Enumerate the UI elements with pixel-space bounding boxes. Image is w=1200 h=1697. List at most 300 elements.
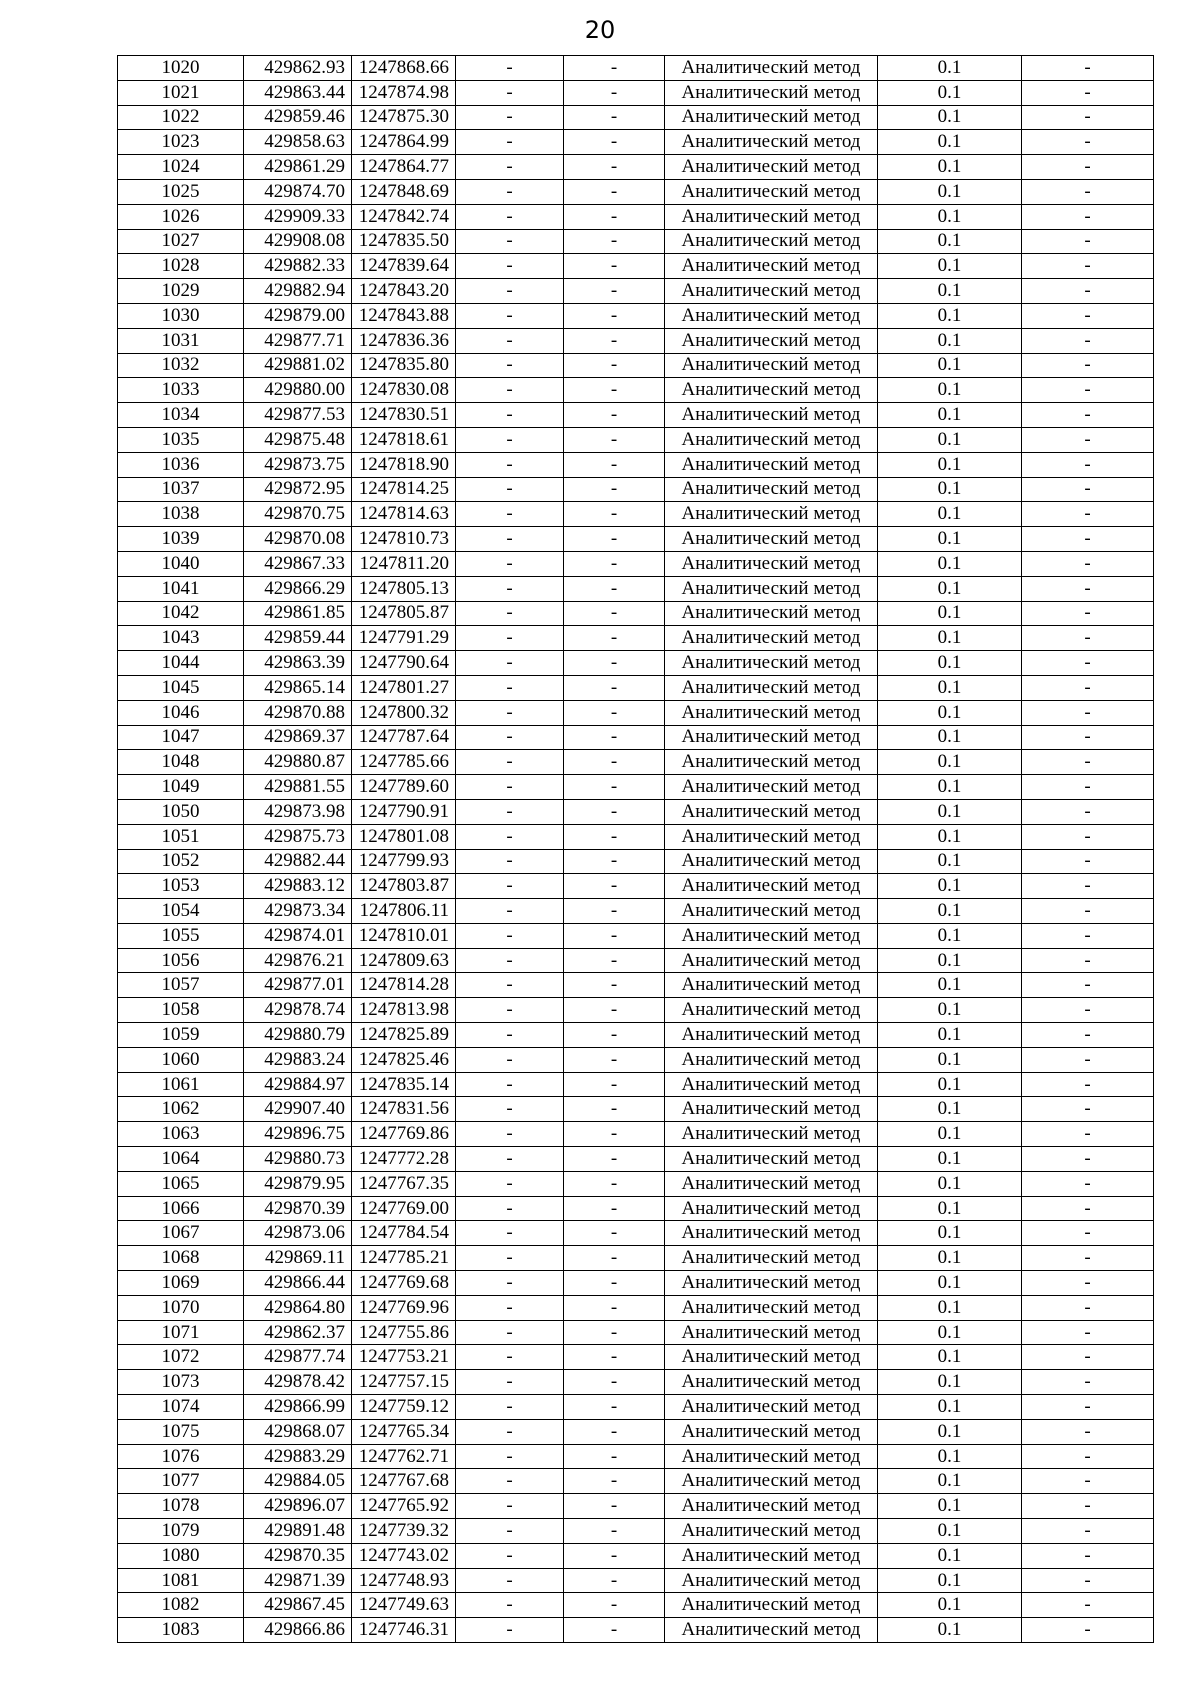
table-row <box>118 874 1154 899</box>
blank-column-8-cell: - <box>1022 1568 1154 1593</box>
method-cell: Аналитический метод <box>665 1320 878 1345</box>
x-coordinate-cell: 429877.71 <box>244 328 352 353</box>
point-number-cell: 1066 <box>118 1196 244 1221</box>
table-row <box>118 1370 1154 1395</box>
blank-column-8-cell: - <box>1022 502 1154 527</box>
y-coordinate-cell: 1247769.68 <box>352 1271 456 1296</box>
blank-column-4-cell: - <box>456 56 564 81</box>
blank-column-8-cell: - <box>1022 179 1154 204</box>
x-coordinate-cell: 429880.87 <box>244 750 352 775</box>
accuracy-cell: 0.1 <box>878 725 1022 750</box>
method-cell: Аналитический метод <box>665 328 878 353</box>
method-cell: Аналитический метод <box>665 1419 878 1444</box>
method-cell: Аналитический метод <box>665 179 878 204</box>
y-coordinate-cell: 1247842.74 <box>352 204 456 229</box>
y-coordinate-cell: 1247818.61 <box>352 427 456 452</box>
accuracy-cell: 0.1 <box>878 824 1022 849</box>
method-cell: Аналитический метод <box>665 477 878 502</box>
blank-column-5-cell: - <box>564 1419 665 1444</box>
blank-column-8-cell: - <box>1022 725 1154 750</box>
table-row <box>118 56 1154 81</box>
blank-column-8-cell: - <box>1022 1519 1154 1544</box>
x-coordinate-cell: 429858.63 <box>244 130 352 155</box>
point-number-cell: 1037 <box>118 477 244 502</box>
blank-column-4-cell: - <box>456 626 564 651</box>
y-coordinate-cell: 1247803.87 <box>352 874 456 899</box>
table-row <box>118 849 1154 874</box>
blank-column-8-cell: - <box>1022 675 1154 700</box>
blank-column-4-cell: - <box>456 1246 564 1271</box>
method-cell: Аналитический метод <box>665 700 878 725</box>
blank-column-8-cell: - <box>1022 427 1154 452</box>
y-coordinate-cell: 1247839.64 <box>352 254 456 279</box>
x-coordinate-cell: 429870.35 <box>244 1543 352 1568</box>
blank-column-5-cell: - <box>564 824 665 849</box>
blank-column-4-cell: - <box>456 1593 564 1618</box>
blank-column-4-cell: - <box>456 1047 564 1072</box>
table-row <box>118 551 1154 576</box>
accuracy-cell: 0.1 <box>878 477 1022 502</box>
blank-column-4-cell: - <box>456 303 564 328</box>
blank-column-5-cell: - <box>564 477 665 502</box>
blank-column-4-cell: - <box>456 973 564 998</box>
table-row <box>118 1618 1154 1643</box>
blank-column-4-cell: - <box>456 998 564 1023</box>
blank-column-4-cell: - <box>456 229 564 254</box>
x-coordinate-cell: 429878.42 <box>244 1370 352 1395</box>
y-coordinate-cell: 1247825.46 <box>352 1047 456 1072</box>
x-coordinate-cell: 429896.07 <box>244 1494 352 1519</box>
blank-column-5-cell: - <box>564 551 665 576</box>
blank-column-5-cell: - <box>564 1370 665 1395</box>
point-number-cell: 1032 <box>118 353 244 378</box>
table-row <box>118 1469 1154 1494</box>
point-number-cell: 1078 <box>118 1494 244 1519</box>
y-coordinate-cell: 1247769.00 <box>352 1196 456 1221</box>
y-coordinate-cell: 1247830.51 <box>352 403 456 428</box>
table-row <box>118 998 1154 1023</box>
method-cell: Аналитический метод <box>665 1618 878 1643</box>
accuracy-cell: 0.1 <box>878 204 1022 229</box>
blank-column-4-cell: - <box>456 725 564 750</box>
blank-column-8-cell: - <box>1022 378 1154 403</box>
x-coordinate-cell: 429861.85 <box>244 601 352 626</box>
accuracy-cell: 0.1 <box>878 229 1022 254</box>
accuracy-cell: 0.1 <box>878 1519 1022 1544</box>
table-row <box>118 1543 1154 1568</box>
blank-column-5-cell: - <box>564 1543 665 1568</box>
blank-column-5-cell: - <box>564 502 665 527</box>
point-number-cell: 1024 <box>118 155 244 180</box>
blank-column-5-cell: - <box>564 1494 665 1519</box>
blank-column-8-cell: - <box>1022 750 1154 775</box>
blank-column-4-cell: - <box>456 750 564 775</box>
table-row <box>118 626 1154 651</box>
method-cell: Аналитический метод <box>665 130 878 155</box>
blank-column-4-cell: - <box>456 874 564 899</box>
point-number-cell: 1068 <box>118 1246 244 1271</box>
table-row <box>118 1196 1154 1221</box>
y-coordinate-cell: 1247767.35 <box>352 1171 456 1196</box>
accuracy-cell: 0.1 <box>878 502 1022 527</box>
blank-column-5-cell: - <box>564 899 665 924</box>
blank-column-5-cell: - <box>564 527 665 552</box>
y-coordinate-cell: 1247739.32 <box>352 1519 456 1544</box>
x-coordinate-cell: 429871.39 <box>244 1568 352 1593</box>
accuracy-cell: 0.1 <box>878 1370 1022 1395</box>
table-row <box>118 179 1154 204</box>
blank-column-4-cell: - <box>456 1444 564 1469</box>
accuracy-cell: 0.1 <box>878 328 1022 353</box>
table-row <box>118 105 1154 130</box>
blank-column-4-cell: - <box>456 651 564 676</box>
method-cell: Аналитический метод <box>665 1147 878 1172</box>
x-coordinate-cell: 429908.08 <box>244 229 352 254</box>
blank-column-8-cell: - <box>1022 551 1154 576</box>
point-number-cell: 1069 <box>118 1271 244 1296</box>
blank-column-5-cell: - <box>564 923 665 948</box>
x-coordinate-cell: 429880.00 <box>244 378 352 403</box>
table-row <box>118 1147 1154 1172</box>
point-number-cell: 1028 <box>118 254 244 279</box>
method-cell: Аналитический метод <box>665 874 878 899</box>
x-coordinate-cell: 429884.97 <box>244 1072 352 1097</box>
y-coordinate-cell: 1247805.87 <box>352 601 456 626</box>
point-number-cell: 1039 <box>118 527 244 552</box>
table-row <box>118 1295 1154 1320</box>
blank-column-8-cell: - <box>1022 1221 1154 1246</box>
accuracy-cell: 0.1 <box>878 80 1022 105</box>
accuracy-cell: 0.1 <box>878 675 1022 700</box>
table-row <box>118 1246 1154 1271</box>
x-coordinate-cell: 429878.74 <box>244 998 352 1023</box>
table-row <box>118 254 1154 279</box>
point-number-cell: 1048 <box>118 750 244 775</box>
blank-column-5-cell: - <box>564 1221 665 1246</box>
x-coordinate-cell: 429883.12 <box>244 874 352 899</box>
method-cell: Аналитический метод <box>665 1122 878 1147</box>
accuracy-cell: 0.1 <box>878 130 1022 155</box>
blank-column-4-cell: - <box>456 1370 564 1395</box>
blank-column-8-cell: - <box>1022 1171 1154 1196</box>
method-cell: Аналитический метод <box>665 1469 878 1494</box>
blank-column-5-cell: - <box>564 427 665 452</box>
table-row <box>118 1122 1154 1147</box>
method-cell: Аналитический метод <box>665 303 878 328</box>
accuracy-cell: 0.1 <box>878 1593 1022 1618</box>
method-cell: Аналитический метод <box>665 1295 878 1320</box>
blank-column-5-cell: - <box>564 179 665 204</box>
blank-column-5-cell: - <box>564 750 665 775</box>
method-cell: Аналитический метод <box>665 452 878 477</box>
blank-column-5-cell: - <box>564 1295 665 1320</box>
blank-column-5-cell: - <box>564 229 665 254</box>
blank-column-5-cell: - <box>564 775 665 800</box>
accuracy-cell: 0.1 <box>878 874 1022 899</box>
x-coordinate-cell: 429865.14 <box>244 675 352 700</box>
blank-column-5-cell: - <box>564 998 665 1023</box>
table-row <box>118 1072 1154 1097</box>
blank-column-4-cell: - <box>456 427 564 452</box>
blank-column-8-cell: - <box>1022 105 1154 130</box>
blank-column-8-cell: - <box>1022 56 1154 81</box>
y-coordinate-cell: 1247813.98 <box>352 998 456 1023</box>
point-number-cell: 1044 <box>118 651 244 676</box>
table-row <box>118 675 1154 700</box>
x-coordinate-cell: 429870.08 <box>244 527 352 552</box>
blank-column-8-cell: - <box>1022 1320 1154 1345</box>
blank-column-8-cell: - <box>1022 1395 1154 1420</box>
y-coordinate-cell: 1247818.90 <box>352 452 456 477</box>
blank-column-4-cell: - <box>456 923 564 948</box>
accuracy-cell: 0.1 <box>878 1444 1022 1469</box>
blank-column-8-cell: - <box>1022 353 1154 378</box>
accuracy-cell: 0.1 <box>878 651 1022 676</box>
accuracy-cell: 0.1 <box>878 626 1022 651</box>
point-number-cell: 1082 <box>118 1593 244 1618</box>
x-coordinate-cell: 429896.75 <box>244 1122 352 1147</box>
y-coordinate-cell: 1247769.86 <box>352 1122 456 1147</box>
blank-column-5-cell: - <box>564 254 665 279</box>
blank-column-8-cell: - <box>1022 452 1154 477</box>
blank-column-5-cell: - <box>564 973 665 998</box>
table-row <box>118 973 1154 998</box>
x-coordinate-cell: 429877.53 <box>244 403 352 428</box>
blank-column-8-cell: - <box>1022 1494 1154 1519</box>
blank-column-8-cell: - <box>1022 1196 1154 1221</box>
x-coordinate-cell: 429873.06 <box>244 1221 352 1246</box>
blank-column-8-cell: - <box>1022 1147 1154 1172</box>
method-cell: Аналитический метод <box>665 948 878 973</box>
blank-column-4-cell: - <box>456 328 564 353</box>
y-coordinate-cell: 1247814.63 <box>352 502 456 527</box>
accuracy-cell: 0.1 <box>878 1097 1022 1122</box>
blank-column-8-cell: - <box>1022 775 1154 800</box>
blank-column-4-cell: - <box>456 279 564 304</box>
blank-column-4-cell: - <box>456 948 564 973</box>
method-cell: Аналитический метод <box>665 1171 878 1196</box>
accuracy-cell: 0.1 <box>878 601 1022 626</box>
accuracy-cell: 0.1 <box>878 750 1022 775</box>
blank-column-5-cell: - <box>564 1519 665 1544</box>
blank-column-8-cell: - <box>1022 576 1154 601</box>
x-coordinate-cell: 429866.86 <box>244 1618 352 1643</box>
blank-column-8-cell: - <box>1022 1295 1154 1320</box>
y-coordinate-cell: 1247875.30 <box>352 105 456 130</box>
point-number-cell: 1065 <box>118 1171 244 1196</box>
blank-column-4-cell: - <box>456 601 564 626</box>
x-coordinate-cell: 429872.95 <box>244 477 352 502</box>
accuracy-cell: 0.1 <box>878 948 1022 973</box>
blank-column-8-cell: - <box>1022 1469 1154 1494</box>
blank-column-4-cell: - <box>456 824 564 849</box>
accuracy-cell: 0.1 <box>878 56 1022 81</box>
blank-column-4-cell: - <box>456 1395 564 1420</box>
accuracy-cell: 0.1 <box>878 279 1022 304</box>
accuracy-cell: 0.1 <box>878 1618 1022 1643</box>
table-row <box>118 1419 1154 1444</box>
blank-column-8-cell: - <box>1022 80 1154 105</box>
method-cell: Аналитический метод <box>665 105 878 130</box>
accuracy-cell: 0.1 <box>878 576 1022 601</box>
table-row <box>118 204 1154 229</box>
blank-column-5-cell: - <box>564 279 665 304</box>
blank-column-4-cell: - <box>456 700 564 725</box>
point-number-cell: 1072 <box>118 1345 244 1370</box>
x-coordinate-cell: 429881.02 <box>244 353 352 378</box>
method-cell: Аналитический метод <box>665 403 878 428</box>
blank-column-5-cell: - <box>564 403 665 428</box>
coordinates-table-body <box>118 56 1154 1643</box>
y-coordinate-cell: 1247748.93 <box>352 1568 456 1593</box>
blank-column-4-cell: - <box>456 799 564 824</box>
blank-column-5-cell: - <box>564 1023 665 1048</box>
x-coordinate-cell: 429907.40 <box>244 1097 352 1122</box>
method-cell: Аналитический метод <box>665 378 878 403</box>
accuracy-cell: 0.1 <box>878 303 1022 328</box>
blank-column-5-cell: - <box>564 1469 665 1494</box>
x-coordinate-cell: 429863.39 <box>244 651 352 676</box>
y-coordinate-cell: 1247864.99 <box>352 130 456 155</box>
table-row <box>118 279 1154 304</box>
method-cell: Аналитический метод <box>665 1196 878 1221</box>
point-number-cell: 1052 <box>118 849 244 874</box>
point-number-cell: 1056 <box>118 948 244 973</box>
method-cell: Аналитический метод <box>665 899 878 924</box>
y-coordinate-cell: 1247789.60 <box>352 775 456 800</box>
accuracy-cell: 0.1 <box>878 1568 1022 1593</box>
y-coordinate-cell: 1247864.77 <box>352 155 456 180</box>
table-row <box>118 1023 1154 1048</box>
blank-column-5-cell: - <box>564 700 665 725</box>
blank-column-4-cell: - <box>456 378 564 403</box>
y-coordinate-cell: 1247784.54 <box>352 1221 456 1246</box>
blank-column-8-cell: - <box>1022 874 1154 899</box>
blank-column-8-cell: - <box>1022 899 1154 924</box>
y-coordinate-cell: 1247806.11 <box>352 899 456 924</box>
point-number-cell: 1067 <box>118 1221 244 1246</box>
blank-column-4-cell: - <box>456 1023 564 1048</box>
blank-column-5-cell: - <box>564 601 665 626</box>
x-coordinate-cell: 429870.88 <box>244 700 352 725</box>
table-row <box>118 303 1154 328</box>
point-number-cell: 1022 <box>118 105 244 130</box>
blank-column-4-cell: - <box>456 1543 564 1568</box>
x-coordinate-cell: 429879.95 <box>244 1171 352 1196</box>
y-coordinate-cell: 1247810.73 <box>352 527 456 552</box>
y-coordinate-cell: 1247772.28 <box>352 1147 456 1172</box>
accuracy-cell: 0.1 <box>878 452 1022 477</box>
table-row <box>118 403 1154 428</box>
blank-column-8-cell: - <box>1022 279 1154 304</box>
method-cell: Аналитический метод <box>665 923 878 948</box>
blank-column-5-cell: - <box>564 204 665 229</box>
point-number-cell: 1080 <box>118 1543 244 1568</box>
x-coordinate-cell: 429862.93 <box>244 56 352 81</box>
blank-column-8-cell: - <box>1022 303 1154 328</box>
blank-column-4-cell: - <box>456 1221 564 1246</box>
y-coordinate-cell: 1247830.08 <box>352 378 456 403</box>
y-coordinate-cell: 1247801.08 <box>352 824 456 849</box>
blank-column-4-cell: - <box>456 675 564 700</box>
table-row <box>118 1494 1154 1519</box>
y-coordinate-cell: 1247790.64 <box>352 651 456 676</box>
x-coordinate-cell: 429882.44 <box>244 849 352 874</box>
point-number-cell: 1023 <box>118 130 244 155</box>
blank-column-8-cell: - <box>1022 130 1154 155</box>
blank-column-4-cell: - <box>456 1097 564 1122</box>
blank-column-4-cell: - <box>456 1345 564 1370</box>
y-coordinate-cell: 1247759.12 <box>352 1395 456 1420</box>
x-coordinate-cell: 429866.99 <box>244 1395 352 1420</box>
blank-column-4-cell: - <box>456 403 564 428</box>
x-coordinate-cell: 429891.48 <box>244 1519 352 1544</box>
x-coordinate-cell: 429877.74 <box>244 1345 352 1370</box>
accuracy-cell: 0.1 <box>878 973 1022 998</box>
table-row <box>118 1519 1154 1544</box>
table-row <box>118 229 1154 254</box>
y-coordinate-cell: 1247749.63 <box>352 1593 456 1618</box>
x-coordinate-cell: 429869.11 <box>244 1246 352 1271</box>
point-number-cell: 1070 <box>118 1295 244 1320</box>
blank-column-8-cell: - <box>1022 1047 1154 1072</box>
blank-column-8-cell: - <box>1022 651 1154 676</box>
accuracy-cell: 0.1 <box>878 427 1022 452</box>
blank-column-5-cell: - <box>564 576 665 601</box>
blank-column-5-cell: - <box>564 80 665 105</box>
table-row <box>118 824 1154 849</box>
y-coordinate-cell: 1247836.36 <box>352 328 456 353</box>
blank-column-5-cell: - <box>564 1072 665 1097</box>
x-coordinate-cell: 429877.01 <box>244 973 352 998</box>
accuracy-cell: 0.1 <box>878 1395 1022 1420</box>
table-row <box>118 576 1154 601</box>
x-coordinate-cell: 429880.79 <box>244 1023 352 1048</box>
x-coordinate-cell: 429873.34 <box>244 899 352 924</box>
blank-column-5-cell: - <box>564 155 665 180</box>
point-number-cell: 1051 <box>118 824 244 849</box>
accuracy-cell: 0.1 <box>878 105 1022 130</box>
blank-column-8-cell: - <box>1022 1593 1154 1618</box>
point-number-cell: 1058 <box>118 998 244 1023</box>
point-number-cell: 1034 <box>118 403 244 428</box>
blank-column-8-cell: - <box>1022 973 1154 998</box>
y-coordinate-cell: 1247811.20 <box>352 551 456 576</box>
blank-column-5-cell: - <box>564 56 665 81</box>
blank-column-4-cell: - <box>456 502 564 527</box>
y-coordinate-cell: 1247843.20 <box>352 279 456 304</box>
x-coordinate-cell: 429873.98 <box>244 799 352 824</box>
blank-column-8-cell: - <box>1022 1122 1154 1147</box>
method-cell: Аналитический метод <box>665 1345 878 1370</box>
blank-column-8-cell: - <box>1022 1023 1154 1048</box>
blank-column-8-cell: - <box>1022 1543 1154 1568</box>
y-coordinate-cell: 1247769.96 <box>352 1295 456 1320</box>
blank-column-5-cell: - <box>564 303 665 328</box>
blank-column-8-cell: - <box>1022 1345 1154 1370</box>
table-row <box>118 1097 1154 1122</box>
blank-column-8-cell: - <box>1022 1618 1154 1643</box>
blank-column-4-cell: - <box>456 1618 564 1643</box>
point-number-cell: 1063 <box>118 1122 244 1147</box>
accuracy-cell: 0.1 <box>878 378 1022 403</box>
point-number-cell: 1033 <box>118 378 244 403</box>
blank-column-8-cell: - <box>1022 1072 1154 1097</box>
blank-column-4-cell: - <box>456 105 564 130</box>
blank-column-4-cell: - <box>456 254 564 279</box>
table-row <box>118 527 1154 552</box>
x-coordinate-cell: 429875.73 <box>244 824 352 849</box>
